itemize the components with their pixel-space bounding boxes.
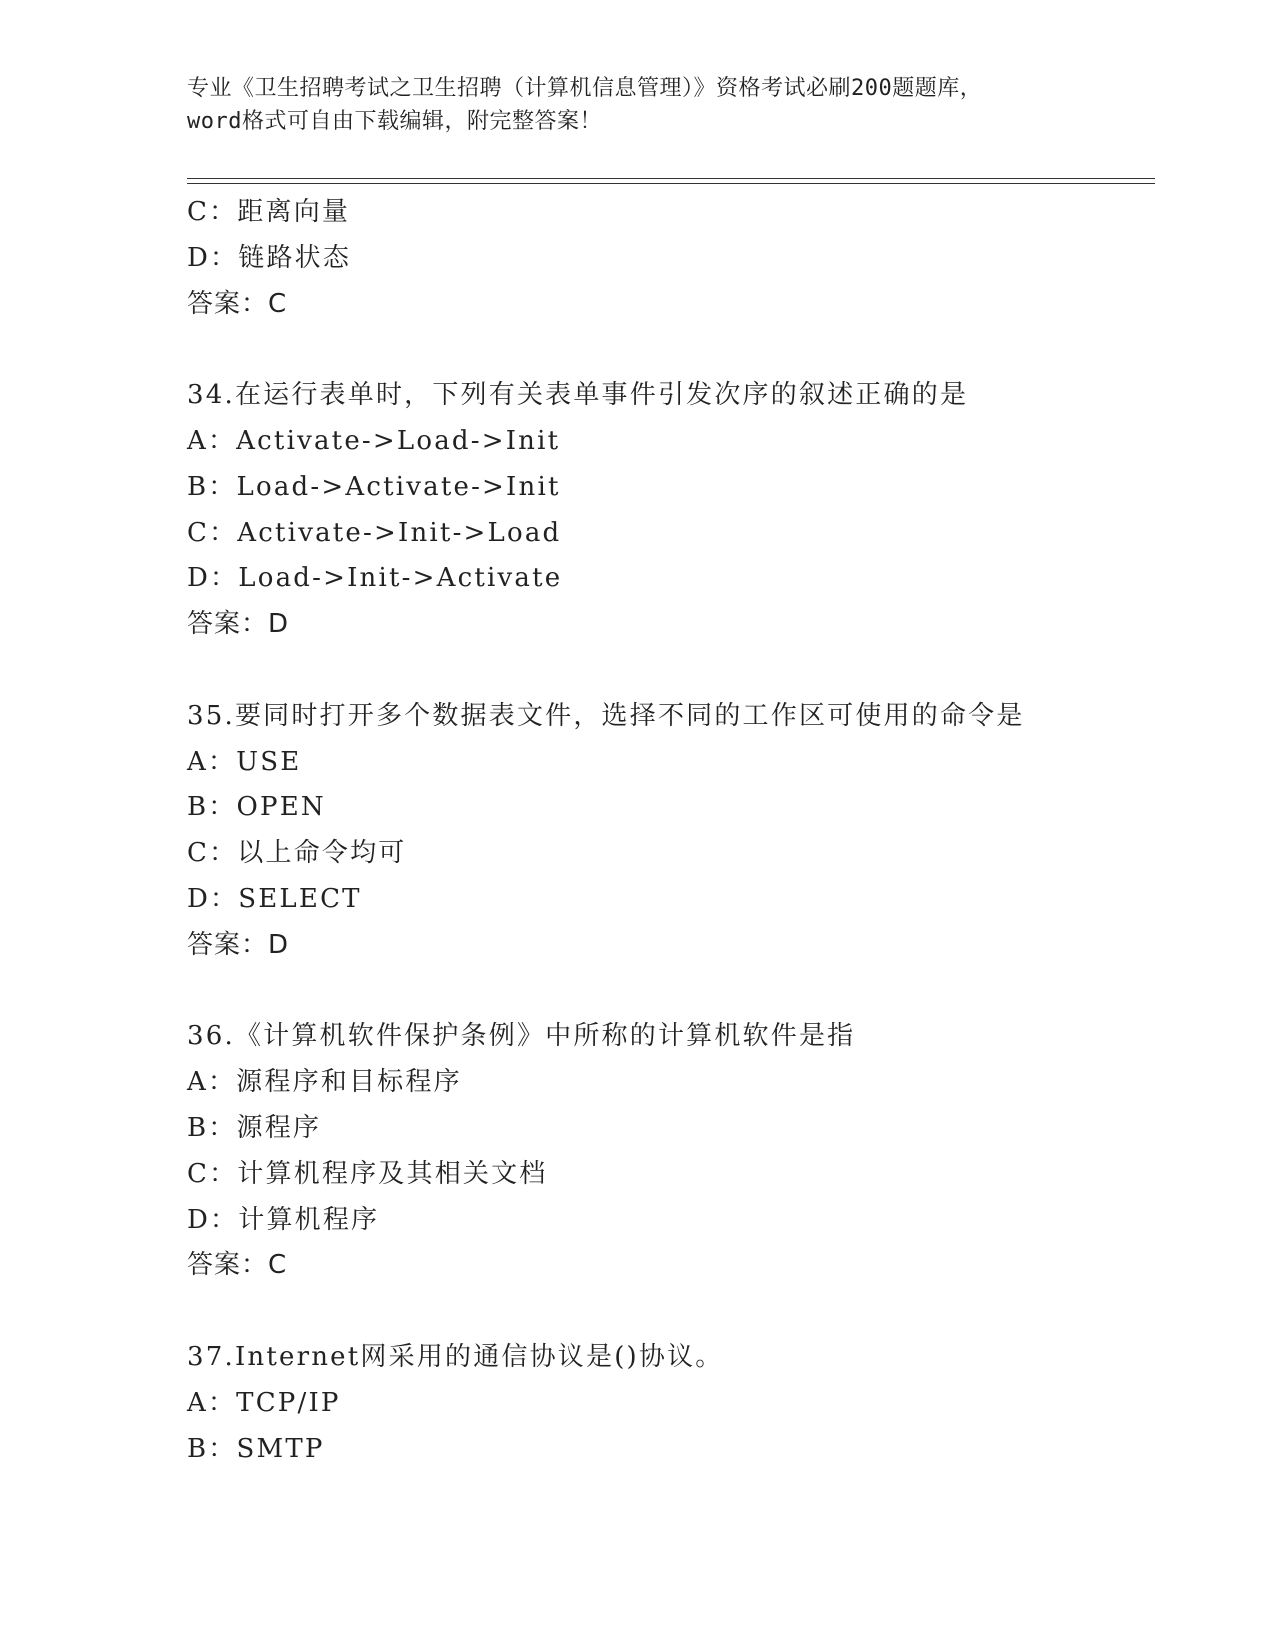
option-d: D：Load->Init->Activate bbox=[187, 563, 563, 594]
document-header bbox=[187, 72, 1087, 138]
answer-line: 答案：C bbox=[187, 288, 288, 319]
question-spacer bbox=[187, 648, 1147, 694]
option-c: C：距离向量 bbox=[187, 197, 351, 227]
question-stem: 34.在运行表单时，下列有关表单事件引发次序的叙述正确的是 bbox=[187, 380, 969, 411]
option-b: B：Load->Activate->Init bbox=[187, 471, 561, 502]
option-d: D：链路状态 bbox=[187, 242, 352, 273]
header-line-2: word格式可自由下载编辑，附完整答案！ bbox=[187, 109, 602, 134]
option-a: A：TCP/IP bbox=[187, 1387, 341, 1418]
option-b: B：SMTP bbox=[187, 1433, 325, 1464]
option-b: B：OPEN bbox=[187, 792, 326, 823]
header-divider-top bbox=[187, 178, 1155, 179]
option-d: D：计算机程序 bbox=[187, 1204, 380, 1235]
header-divider-bottom bbox=[187, 183, 1155, 184]
option-b: B：源程序 bbox=[187, 1112, 322, 1143]
header-line-1: 专业《卫生招聘考试之卫生招聘（计算机信息管理）》资格考试必刷200题题库， bbox=[187, 76, 983, 101]
question-stem: 37.Internet网采用的通信协议是()协议。 bbox=[187, 1341, 724, 1372]
answer-line: 答案：D bbox=[187, 609, 290, 640]
option-c: C：计算机程序及其相关文档 bbox=[187, 1158, 548, 1189]
option-a: A：源程序和目标程序 bbox=[187, 1067, 462, 1098]
question-spacer bbox=[187, 969, 1147, 1015]
question-stem: 36.《计算机软件保护条例》中所称的计算机软件是指 bbox=[187, 1021, 856, 1052]
option-a: A：USE bbox=[187, 746, 302, 777]
option-c: C：以上命令均可 bbox=[187, 838, 407, 869]
question-list bbox=[187, 190, 1147, 1472]
option-a: A：Activate->Load->Init bbox=[187, 425, 561, 456]
question-spacer bbox=[187, 327, 1147, 373]
question-spacer bbox=[187, 1289, 1147, 1335]
option-d: D：SELECT bbox=[187, 883, 362, 914]
option-c: C：Activate->Init->Load bbox=[187, 517, 562, 548]
question-stem: 35.要同时打开多个数据表文件，选择不同的工作区可使用的命令是 bbox=[187, 700, 1025, 731]
answer-line: 答案：D bbox=[187, 929, 290, 960]
answer-line: 答案：C bbox=[187, 1250, 288, 1281]
